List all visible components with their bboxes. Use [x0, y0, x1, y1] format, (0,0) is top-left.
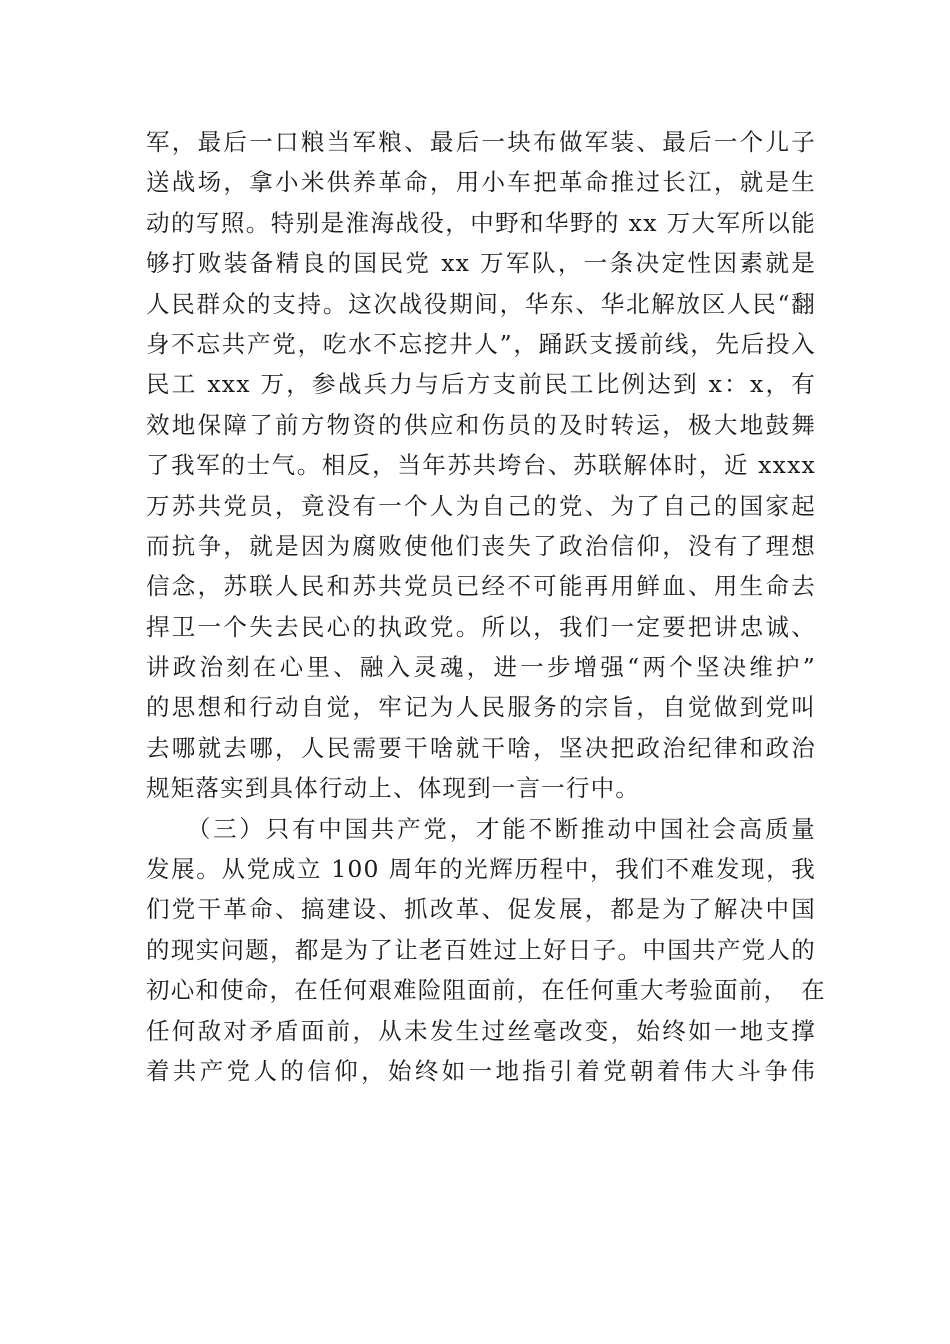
text-line: 的现实问题，都是为了让老百姓过上好日子。中国共产党人的 [146, 935, 816, 964]
text-line: 民工 xxx 万，参战兵力与后方支前民工比例达到 x：x，有 [146, 370, 816, 399]
paragraph-end-line: 规矩落实到具体行动上、体现到一言一行中。 [146, 774, 640, 803]
text-line: 够打败装备精良的国民党 xx 万军队，一条决定性因素就是 [146, 249, 816, 278]
text-line: 着共产党人的信仰，始终如一地指引着党朝着伟大斗争伟 [146, 1056, 816, 1085]
text-line: 万苏共党员，竟没有一个人为自己的党、为了自己的国家起 [146, 491, 816, 520]
text-line: 发展。从党成立 100 周年的光辉历程中，我们不难发现，我 [146, 855, 816, 884]
text-line: 而抗争，就是因为腐败使他们丧失了政治信仰，没有了理想 [146, 531, 816, 560]
text-line: 人民群众的支持。这次战役期间，华东、华北解放区人民“翻 [146, 289, 816, 318]
section-heading-line: （三）只有中国共产党，才能不断推动中国社会高质量 [146, 814, 816, 843]
text-line: 们党干革命、搞建设、抓改革、促发展，都是为了解决中国 [146, 895, 816, 924]
text-line: 效地保障了前方物资的供应和伤员的及时转运，极大地鼓舞 [146, 410, 816, 439]
text-line: 军，最后一口粮当军粮、最后一块布做军装、最后一个儿子 [146, 128, 816, 156]
text-line: 信念，苏联人民和苏共党员已经不可能再用鲜血、用生命去 [146, 572, 816, 601]
text-line: 任何敌对矛盾面前，从未发生过丝毫改变，始终如一地支撑 [146, 1016, 816, 1045]
text-line: 去哪就去哪，人民需要干啥就干啥，坚决把政治纪律和政治 [146, 733, 816, 762]
text-line: 身不忘共产党，吃水不忘挖井人”，踊跃支援前线，先后投入 [146, 329, 816, 358]
body-text [146, 122, 826, 1091]
text-line: 了我军的士气。相反，当年苏共垮台、苏联解体时，近 xxxx [146, 451, 816, 480]
text-line: 讲政治刻在心里、融入灵魂，进一步增强“两个坚决维护” [146, 653, 816, 682]
text-line: 初心和使命，在任何艰难险阻面前，在任何重大考验面前， 在 [146, 976, 826, 1005]
text-line: 的思想和行动自觉，牢记为人民服务的宗旨，自觉做到党叫 [146, 693, 816, 722]
text-line: 送战场，拿小米供养革命，用小车把革命推过长江，就是生 [146, 168, 816, 197]
text-line: 动的写照。特别是淮海战役，中野和华野的 xx 万大军所以能 [146, 208, 816, 237]
text-line: 捍卫一个失去民心的执政党。所以，我们一定要把讲忠诚、 [146, 612, 816, 641]
